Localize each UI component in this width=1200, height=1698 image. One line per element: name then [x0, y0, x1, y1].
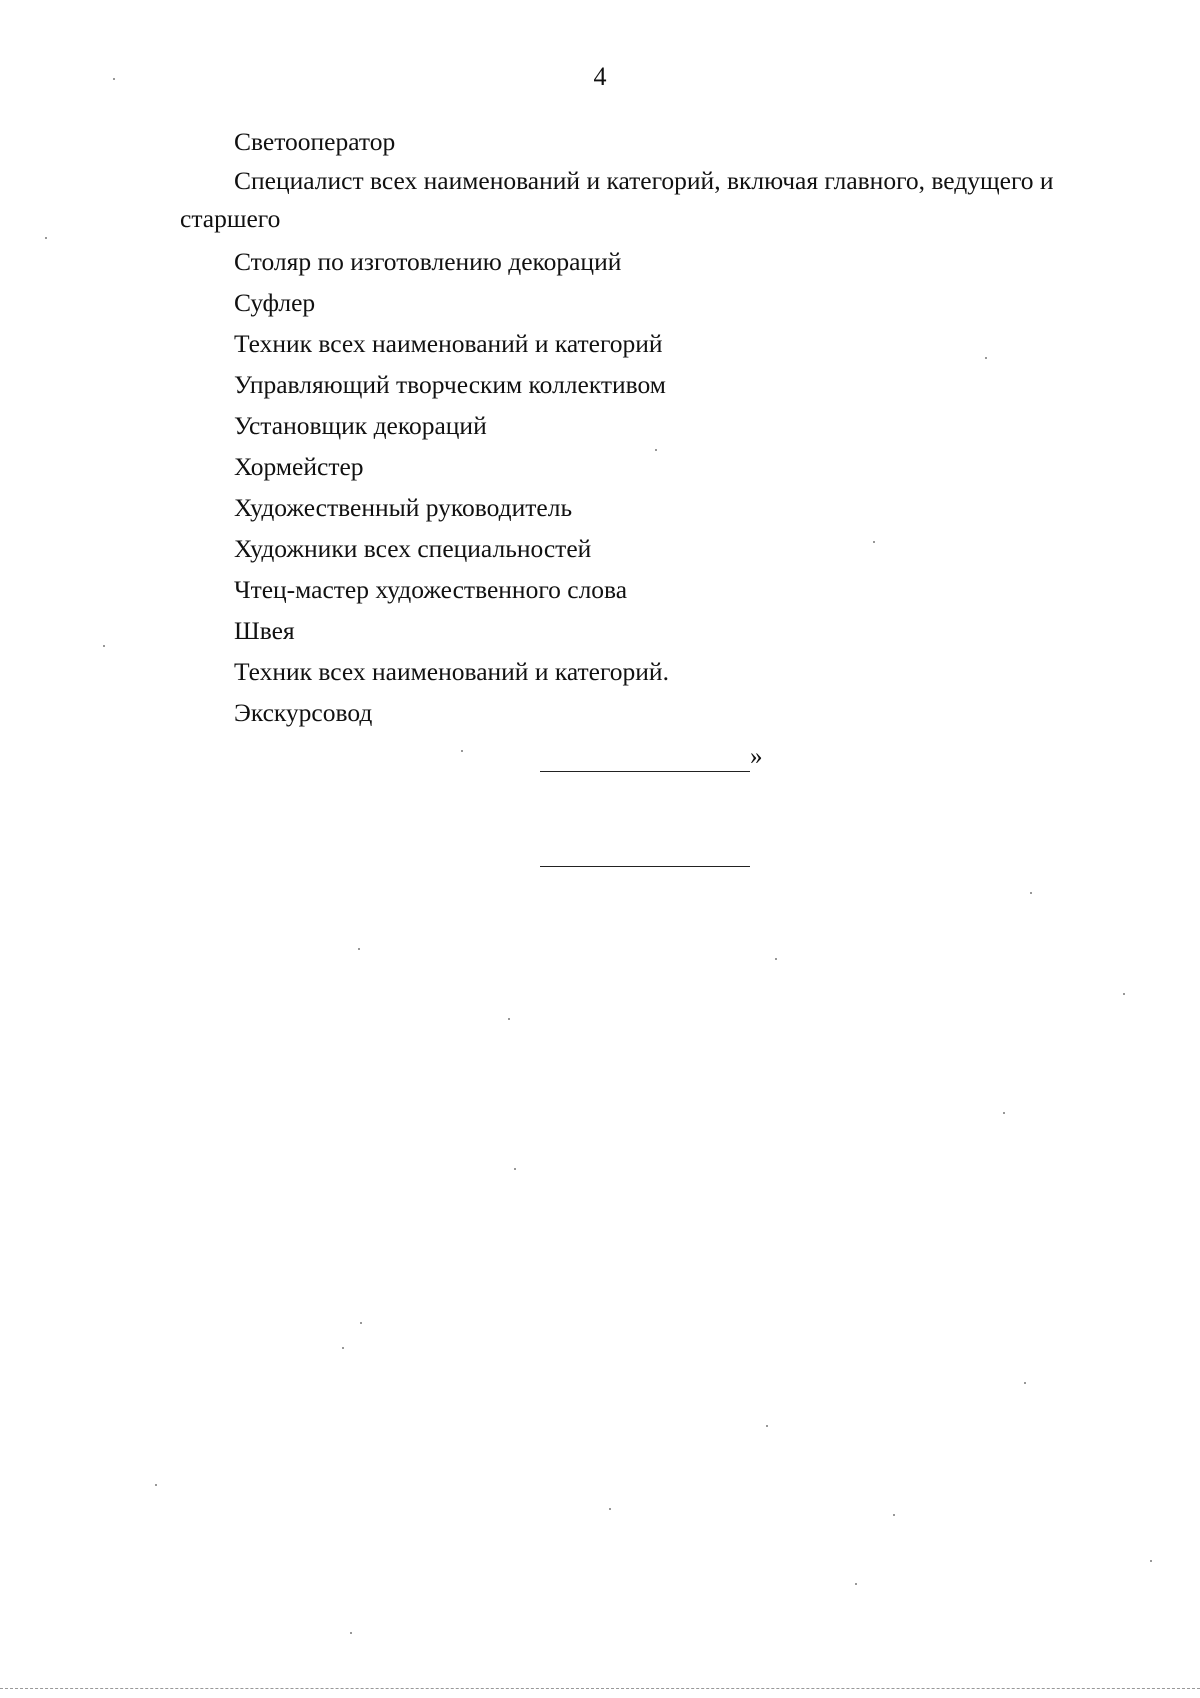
separator-line: [540, 866, 750, 867]
list-item: Техник всех наименований и категорий.: [234, 657, 669, 686]
scan-speck: [461, 750, 463, 752]
scan-speck: [1030, 892, 1032, 894]
scan-speck: [873, 541, 875, 543]
closing-quote: »: [750, 743, 763, 770]
scan-speck: [342, 1347, 344, 1349]
scan-speck: [360, 1322, 362, 1324]
list-item: Чтец-мастер художественного слова: [234, 575, 628, 604]
scan-speck: [155, 1484, 157, 1486]
end-underline: [540, 771, 750, 772]
scan-speck: [358, 948, 360, 950]
list-item: Управляющий творческим коллективом: [234, 370, 666, 399]
position-list: [180, 121, 1130, 733]
scan-speck: [1150, 1560, 1152, 1562]
scan-speck: [103, 645, 105, 647]
scan-speck: [508, 1018, 510, 1020]
list-item: Светооператор: [234, 127, 396, 156]
scan-speck: [985, 357, 987, 359]
list-item: Техник всех наименований и категорий: [234, 329, 663, 358]
page-number: 4: [593, 62, 607, 91]
list-item: Швея: [234, 616, 295, 645]
scan-speck: [609, 1508, 611, 1510]
scan-speck: [1003, 1112, 1005, 1114]
scan-speck: [655, 449, 657, 451]
scan-edge-line: [0, 1688, 1200, 1689]
list-item: Хормейстер: [234, 452, 364, 481]
scan-speck: [350, 1632, 352, 1634]
list-item: Экскурсовод: [234, 698, 373, 727]
scan-speck: [113, 78, 115, 80]
list-item: Художественный руководитель: [234, 493, 573, 522]
scan-speck: [775, 958, 777, 960]
scan-speck: [855, 1583, 857, 1585]
scan-speck: [514, 1168, 516, 1170]
scan-speck: [766, 1425, 768, 1427]
end-of-list-mark: [540, 742, 770, 778]
list-item: Суфлер: [234, 288, 316, 317]
list-item: Установщик декораций: [234, 411, 487, 440]
list-item: Столяр по изготовлению декораций: [234, 247, 622, 276]
scan-speck: [1123, 993, 1125, 995]
scan-speck: [893, 1514, 895, 1516]
scan-speck: [1024, 1382, 1026, 1384]
list-item: Художники всех специальностей: [234, 534, 592, 563]
scan-speck: [45, 237, 47, 239]
list-item: Специалист всех наименований и категорий, включая главного, ведущего и старшего: [180, 166, 1054, 233]
